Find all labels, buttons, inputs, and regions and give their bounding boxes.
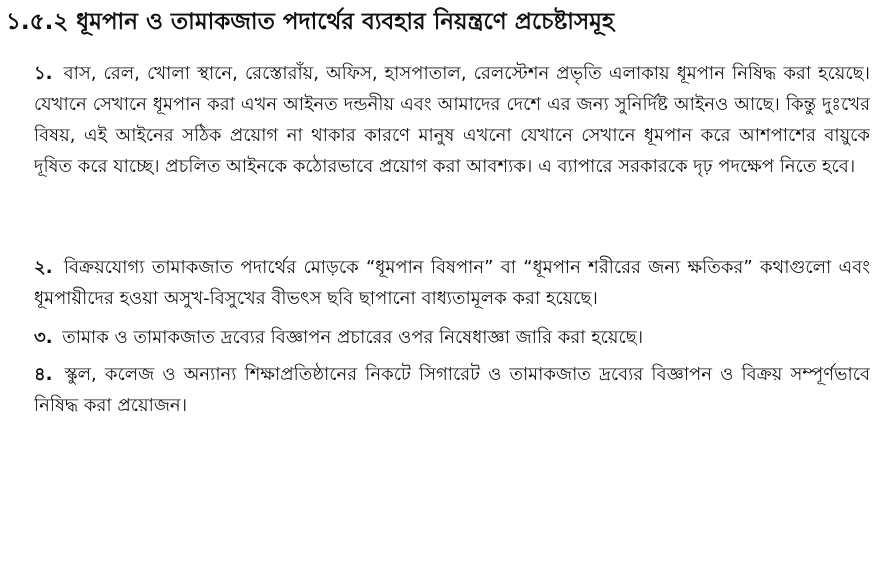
list-item [34,359,870,421]
item-number: ২. [34,257,53,278]
item-number: ৩. [34,327,53,348]
item-number: ৪. [34,364,53,385]
item-text: বিক্রয়যোগ্য তামাকজাত পদার্থের মোড়কে “ধূমপান বিষপান” বা “ধূমপান শরীরের জন্য ক্ষতিকর” কথাগুলো এবং ধূমপায়ীদের হওয়া অসুখ-বিসুখের বীভৎস ছবি ছাপানো বাধ্যতামূলক করা হয়েছে। [34,257,870,309]
item-text: বাস, রেল, খোলা স্থানে, রেস্তোরাঁয়, অফিস, হাসপাতাল, রেলস্টেশন প্রভৃতি এলাকায় ধূমপান নিষিদ্ধ করা হয়েছে। যেখানে সেখানে ধূমপান করা এখন আইনত দন্ডনীয় এবং আমাদের দেশে এর জন্য সুনির্দিষ্ট আইনও আছে। কিন্তু দুঃখের বিষয়, এই আইনের সঠিক প্রয়োগ না থাকার কারণে মানুষ এখনো যেখানে সেখানে ধূমপান করে আশপাশের বায়ুকে দূষিত করে যাচ্ছে। প্রচলিত আইনকে কঠোরভাবে প্রয়োগ করা আবশ্যক। এ ব্যাপারে সরকারকে দৃঢ় পদক্ষেপ নিতে হবে। [34,63,870,177]
item-text: স্কুল, কলেজ ও অন্যান্য শিক্ষাপ্রতিষ্ঠানের নিকটে সিগারেট ও তামাকজাত দ্রব্যের বিজ্ঞাপন ও বিক্রয় সম্পূর্ণভাবে নিষিদ্ধ করা প্রয়োজন। [34,364,870,416]
list-item [34,322,870,353]
list-item [34,252,870,314]
measures-list [34,58,870,429]
item-number: ১. [34,63,53,84]
item-text: তামাক ও তামাকজাত দ্রব্যের বিজ্ঞাপন প্রচারের ওপর নিষেধাজ্ঞা জারি করা হয়েছে। [62,327,644,348]
list-item [34,58,870,244]
section-title: ১.৫.২ ধূমপান ও তামাকজাত পদার্থের ব্যবহার নিয়ন্ত্রণে প্রচেষ্টাসমূহ [6,9,615,35]
